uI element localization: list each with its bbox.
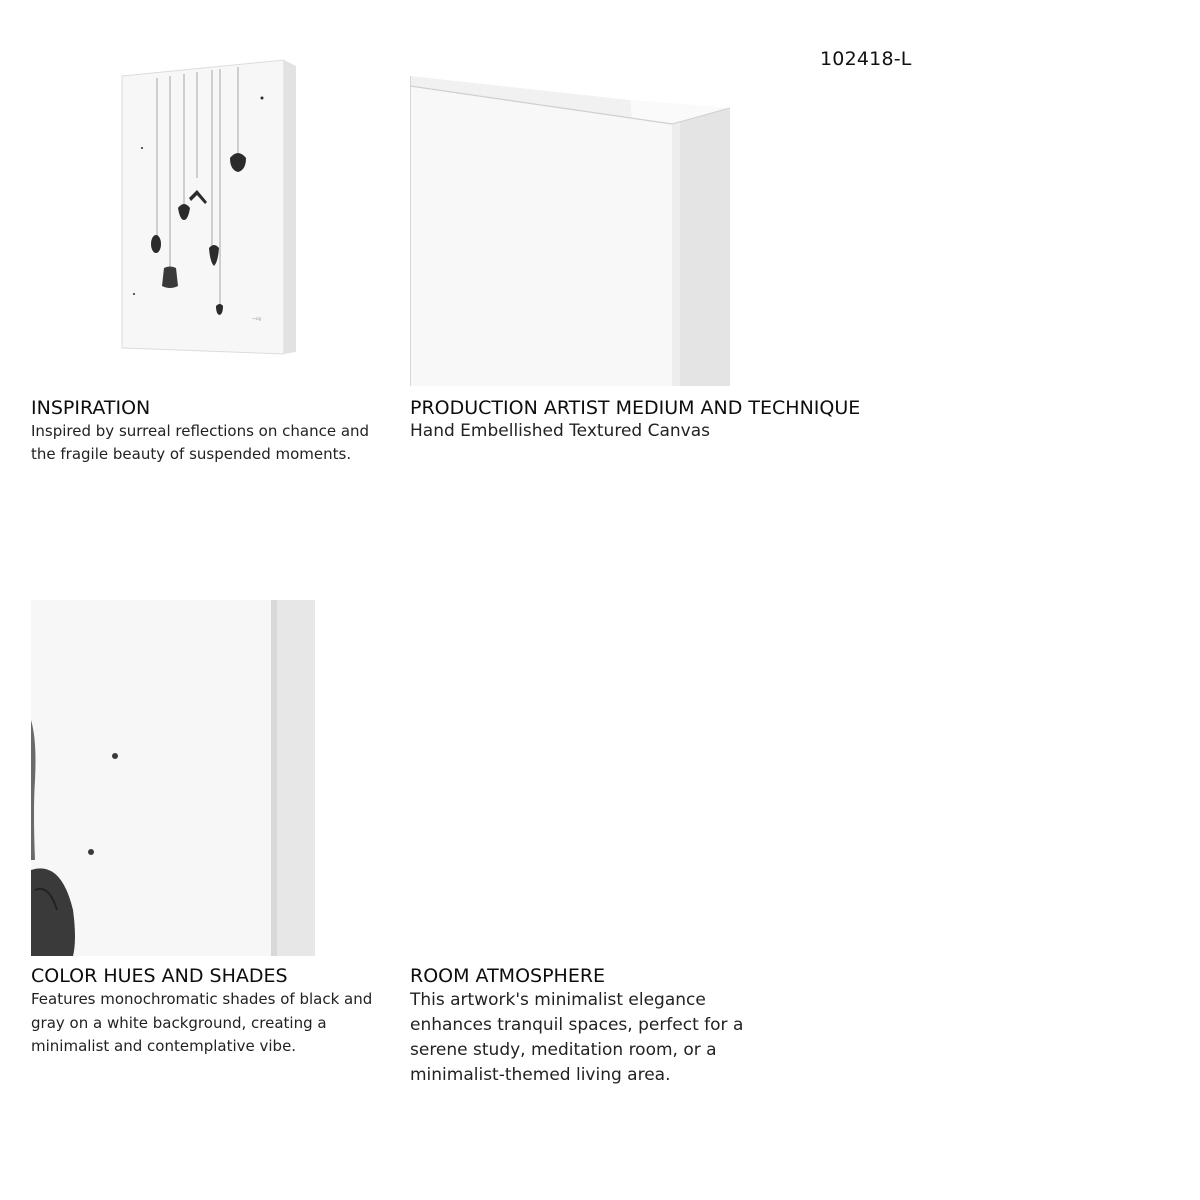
section-production [410,396,970,443]
section-text: Features monochromatic shades of black and gray on a white background, creating a minimalist and contemplative vibe. [31,990,373,1055]
canvas-front-image [112,58,302,358]
section-title: COLOR HUES AND SHADES [31,965,288,987]
section-title: ROOM ATMOSPHERE [410,965,606,987]
canvas-detail-image [31,600,315,956]
section-color [31,964,391,1059]
section-inspiration [31,396,391,466]
section-title: INSPIRATION [31,397,151,419]
product-sku: 102418-L [820,48,912,70]
canvas-corner-image [410,76,730,386]
svg-text:~sig: ~sig [252,316,262,321]
section-text: This artwork's minimalist elegance enhances tranquil spaces, perfect for a serene study, meditation room, or a minimalist-themed living area. [410,990,744,1085]
section-title: PRODUCTION ARTIST MEDIUM AND TECHNIQUE [410,397,861,419]
section-text: Hand Embellished Textured Canvas [410,421,710,441]
section-text: Inspired by surreal reflections on chance and the fragile beauty of suspended moments. [31,422,370,463]
section-room-atmosphere [410,964,810,1088]
